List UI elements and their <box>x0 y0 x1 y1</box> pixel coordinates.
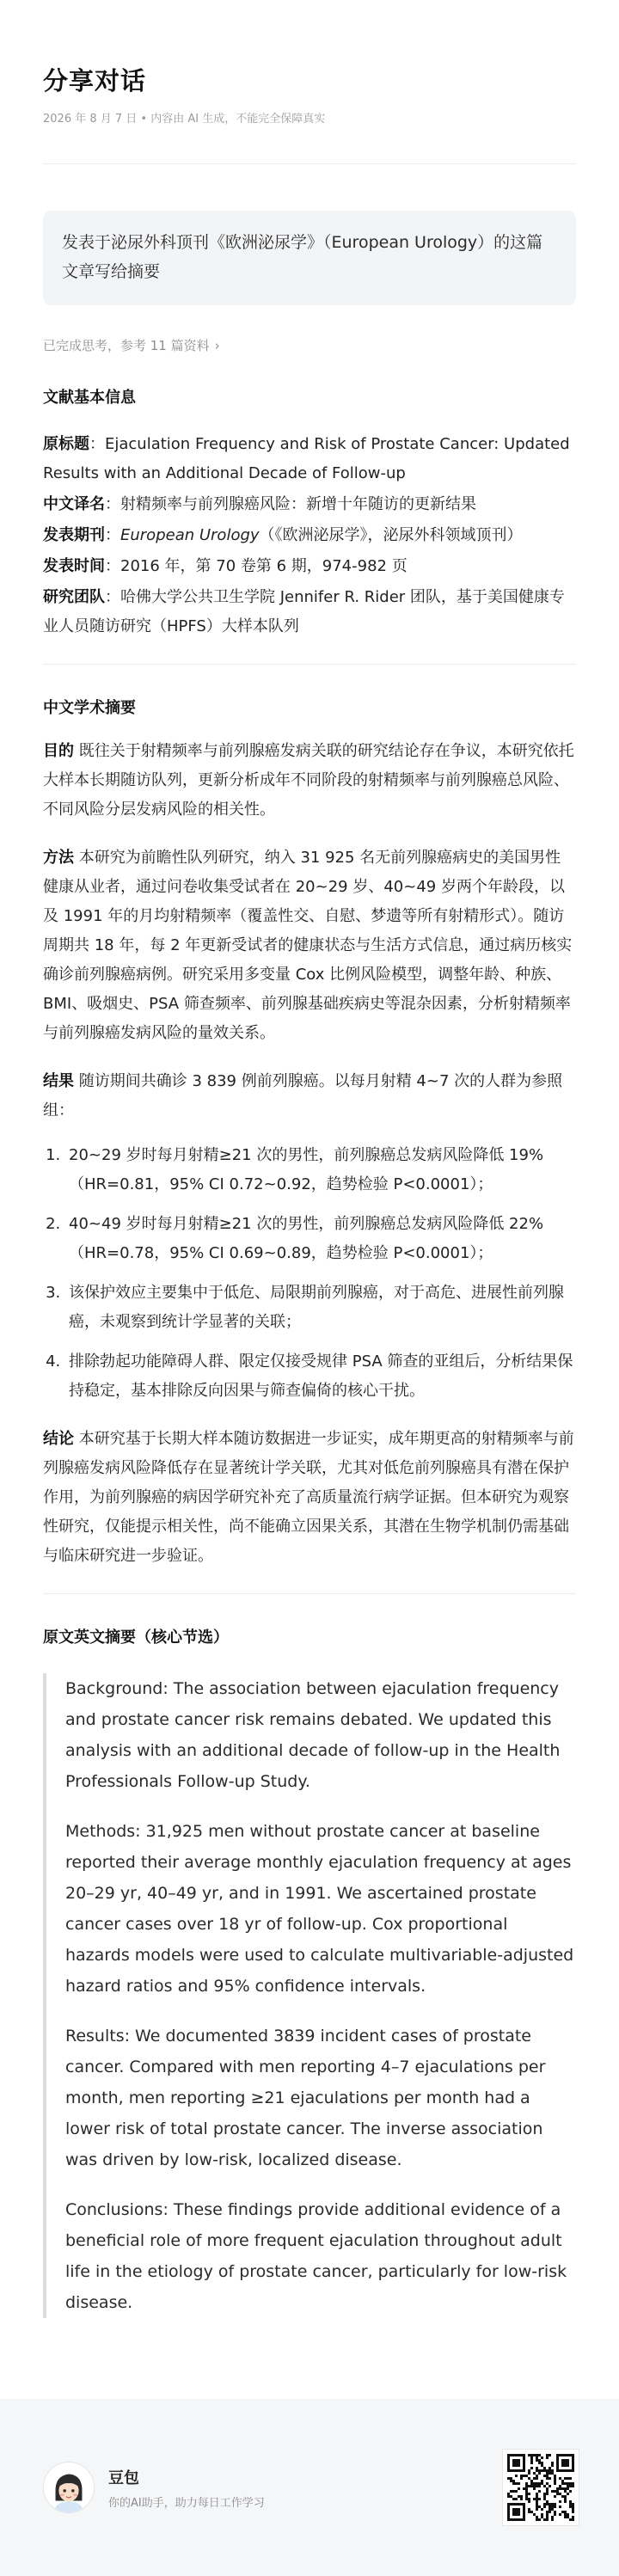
thinking-label: 已完成思考，参考 11 篇资料 <box>43 338 210 353</box>
en-methods: Methods: 31,925 men without prostate cancer at baseline reported their average monthly ejaculation frequency at ages 20–29 yr, 40–49 yr, and in 1991. We ascertained prostate cancer cases over 18 yr of follow-up. Cox proportional hazards models were used to calculate multivariable-adjusted hazard ratios and 95% confidence intervals. <box>65 1822 574 1996</box>
purpose-label: 目的 <box>43 742 74 760</box>
info-row-team <box>43 583 576 641</box>
brand-block <box>43 2462 265 2513</box>
results-paragraph <box>43 1067 576 1125</box>
info-heading: 文献基本信息 <box>43 389 136 407</box>
method-paragraph <box>43 843 576 1048</box>
brand-name: 豆包 <box>108 2469 139 2487</box>
results-text: 随访期间共确诊 3 839 例前列腺癌。以每月射精 4~7 次的人群为参照组： <box>43 1072 563 1119</box>
brand-tagline: 你的AI助手，助力每日工作学习 <box>108 2496 265 2510</box>
conclusion-text: 本研究基于长期大样本随访数据进一步证实，成年期更高的射精频率与前列腺癌发病风险降低存在显著统计学关联，尤其对低危前列腺癌具有潜在保护作用，为前列腺癌的病因学研究补充了高质量流行病学证据。但本研究为观察性研究，仅能提示相关性，尚不能确立因果关系，其潜在生物学机制仍需基础与临床研究进一步验证。 <box>43 1430 574 1565</box>
list-item: 2. 40~49 岁时每月射精≥21 次的男性，前列腺癌总发病风险降低 22%（HR=0.78，95% CI 0.69~0.89，趋势检验 P<0.0001）； <box>65 1210 576 1268</box>
chevron-right-icon: › <box>214 337 220 353</box>
info-value: ：射精频率与前列腺癌风险：新增十年随访的更新结果 <box>105 495 476 513</box>
page-title: 分享对话 <box>43 66 147 95</box>
info-value: ：Ejaculation Frequency and Risk of Prostate Cancer: Updated Results with an Additional Decade of Follow-up <box>43 435 570 482</box>
doubao-avatar-icon <box>43 2462 95 2513</box>
qr-code-icon <box>502 2449 579 2526</box>
cn-abstract-heading: 中文学术摘要 <box>43 699 136 717</box>
user-prompt-bubble: 发表于泌尿外科顶刊《欧洲泌尿学》（European Urology）的这篇文章写给摘要 <box>43 211 576 305</box>
section-divider <box>43 1593 576 1594</box>
info-label: 原标题 <box>43 435 89 453</box>
conclusion-label: 结论 <box>43 1430 74 1448</box>
results-list <box>43 1141 576 1406</box>
en-abstract-quote <box>43 1673 576 2318</box>
info-label: 发表期刊 <box>43 526 105 544</box>
brand-text <box>108 2466 265 2510</box>
section-divider <box>43 664 576 665</box>
info-value: ：2016 年，第 70 卷第 6 期，974-982 页 <box>105 557 408 575</box>
list-item: 1. 20~29 岁时每月射精≥21 次的男性，前列腺癌总发病风险降低 19%（HR=0.81，95% CI 0.72~0.92，趋势检验 P<0.0001）； <box>65 1141 576 1199</box>
list-item: 4. 排除勃起功能障碍人群、限定仅接受规律 PSA 筛查的亚组后，分析结果保持稳定，基本排除反向因果与筛查偏倚的核心干扰。 <box>65 1347 576 1406</box>
purpose-paragraph <box>43 737 576 825</box>
thinking-toggle[interactable] <box>43 336 576 354</box>
purpose-text: 既往关于射精频率与前列腺癌发病关联的研究结论存在争议，本研究依托大样本长期随访队列，更新分析成年不同阶段的射精频率与前列腺癌总风险、不同风险分层发病风险的相关性。 <box>43 742 574 819</box>
info-label: 中文译名 <box>43 495 105 513</box>
info-row-journal <box>43 521 576 550</box>
info-value: （《欧洲泌尿学》，泌尿外科领域顶刊） <box>259 526 523 544</box>
conclusion-paragraph <box>43 1425 576 1571</box>
share-footer <box>0 2399 619 2576</box>
page-meta: 2026 年 8 月 7 日 • 内容由 AI 生成，不能完全保障真实 <box>43 113 326 126</box>
journal-name: European Urology <box>120 526 260 544</box>
en-results: Results: We documented 3839 incident cases of prostate cancer. Compared with men reporting 4–7 ejaculations per month, men reporting ≥21 ejaculations per month had a lower risk of total prostate cancer. The inverse association was driven by low-risk, localized disease. <box>65 2027 546 2169</box>
info-prefix: ： <box>105 526 120 544</box>
info-label: 研究团队 <box>43 588 105 606</box>
en-background: Background: The association between ejaculation frequency and prostate cancer risk remains debated. We updated this analysis with an additional decade of follow-up in the Health Professionals Follow-up Study. <box>65 1679 561 1791</box>
info-value: ：哈佛大学公共卫生学院 Jennifer R. Rider 团队，基于美国健康专业人员随访研究（HPFS）大样本队列 <box>43 588 565 635</box>
info-block <box>43 430 576 641</box>
method-text: 本研究为前瞻性队列研究，纳入 31 925 名无前列腺癌病史的美国男性健康从业者，通过问卷收集受试者在 20~29 岁、40~49 岁两个年龄段，以及 1991 年的月均射精频率（覆盖性交、自慰、梦遗等所有射精形式）。随访周期共 18 年，每 2 年更新受试者的健康状态与生活方式信息，通过病历核实确诊前列腺癌病例。研究采用多变量 Cox 比例风险模型，调整年龄、种族、BMI、吸烟史、PSA 筛查频率、前列腺基础疾病史等混杂因素，分析射精频率与前列腺癌发病风险的量效关系。 <box>43 849 573 1042</box>
method-label: 方法 <box>43 849 74 867</box>
info-row-date <box>43 552 576 581</box>
info-row-title <box>43 430 576 488</box>
header-divider <box>43 163 576 164</box>
list-item: 3. 该保护效应主要集中于低危、局限期前列腺癌，对于高危、进展性前列腺癌，未观察到统计学显著的关联； <box>65 1279 576 1337</box>
en-conclusions: Conclusions: These findings provide additional evidence of a beneficial role of more frequent ejaculation throughout adult life in the etiology of prostate cancer, particularly for low-risk disease. <box>65 2200 567 2312</box>
info-row-cn-title <box>43 490 576 519</box>
en-abstract-heading: 原文英文摘要（核心节选） <box>43 1628 229 1647</box>
results-label: 结果 <box>43 1072 74 1090</box>
info-label: 发表时间 <box>43 557 105 575</box>
